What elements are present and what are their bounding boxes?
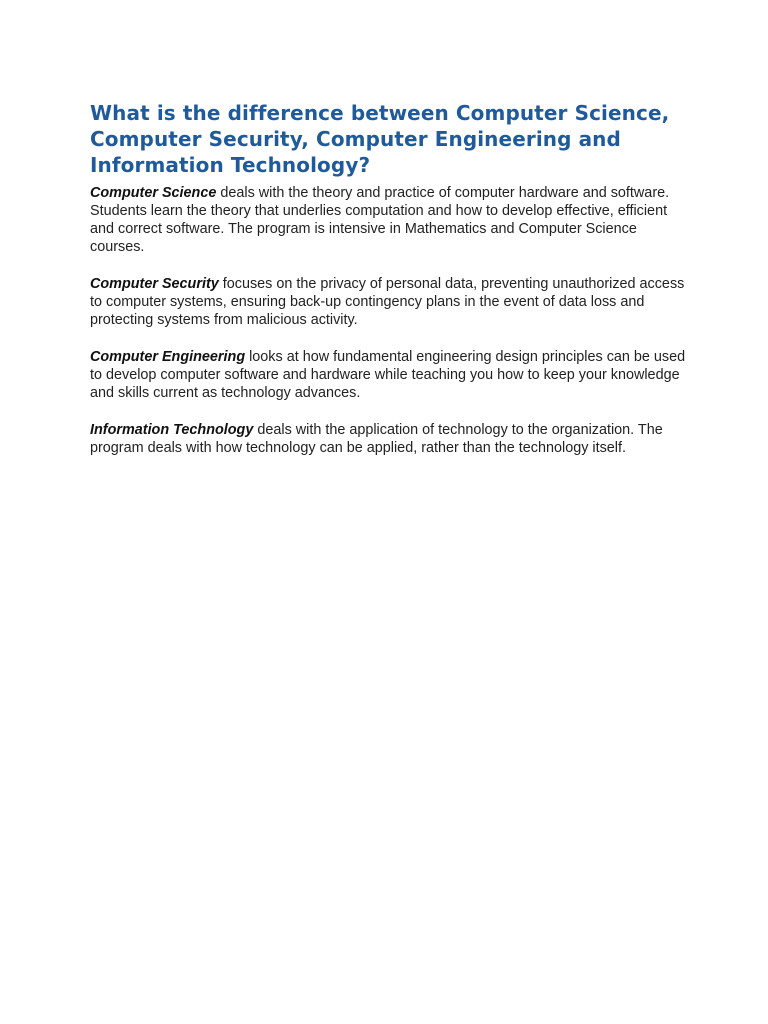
section-text: focuses on the privacy of personal data, preventing unauthorized access to computer systems, ensuring back-up contingency plans in the event of data loss and protecting systems from malicious activity. xyxy=(90,276,685,328)
section-information-technology xyxy=(90,421,690,457)
section-text: deals with the theory and practice of computer hardware and software. Students learn the theory that underlies computation and how to develop effective, efficient and correct software. The program is intensive in Mathematics and Computer Science courses. xyxy=(90,185,670,255)
document-content xyxy=(90,100,690,476)
section-computer-engineering xyxy=(90,348,690,402)
section-term: Information Technology xyxy=(90,422,254,438)
section-term: Computer Security xyxy=(90,276,219,292)
section-text: deals with the application of technology to the organization. The program deals with how technology can be applied, rather than the technology itself. xyxy=(90,422,663,456)
page-title: What is the difference between Computer Science, Computer Security, Computer Engineering and Information Technology? xyxy=(90,101,670,177)
section-term: Computer Engineering xyxy=(90,349,246,365)
section-computer-science xyxy=(90,184,690,256)
section-text: looks at how fundamental engineering design principles can be used to develop computer software and hardware while teaching you how to keep your knowledge and skills current as technology advances. xyxy=(90,349,686,401)
section-term: Computer Science xyxy=(90,185,217,201)
section-computer-security xyxy=(90,275,690,329)
